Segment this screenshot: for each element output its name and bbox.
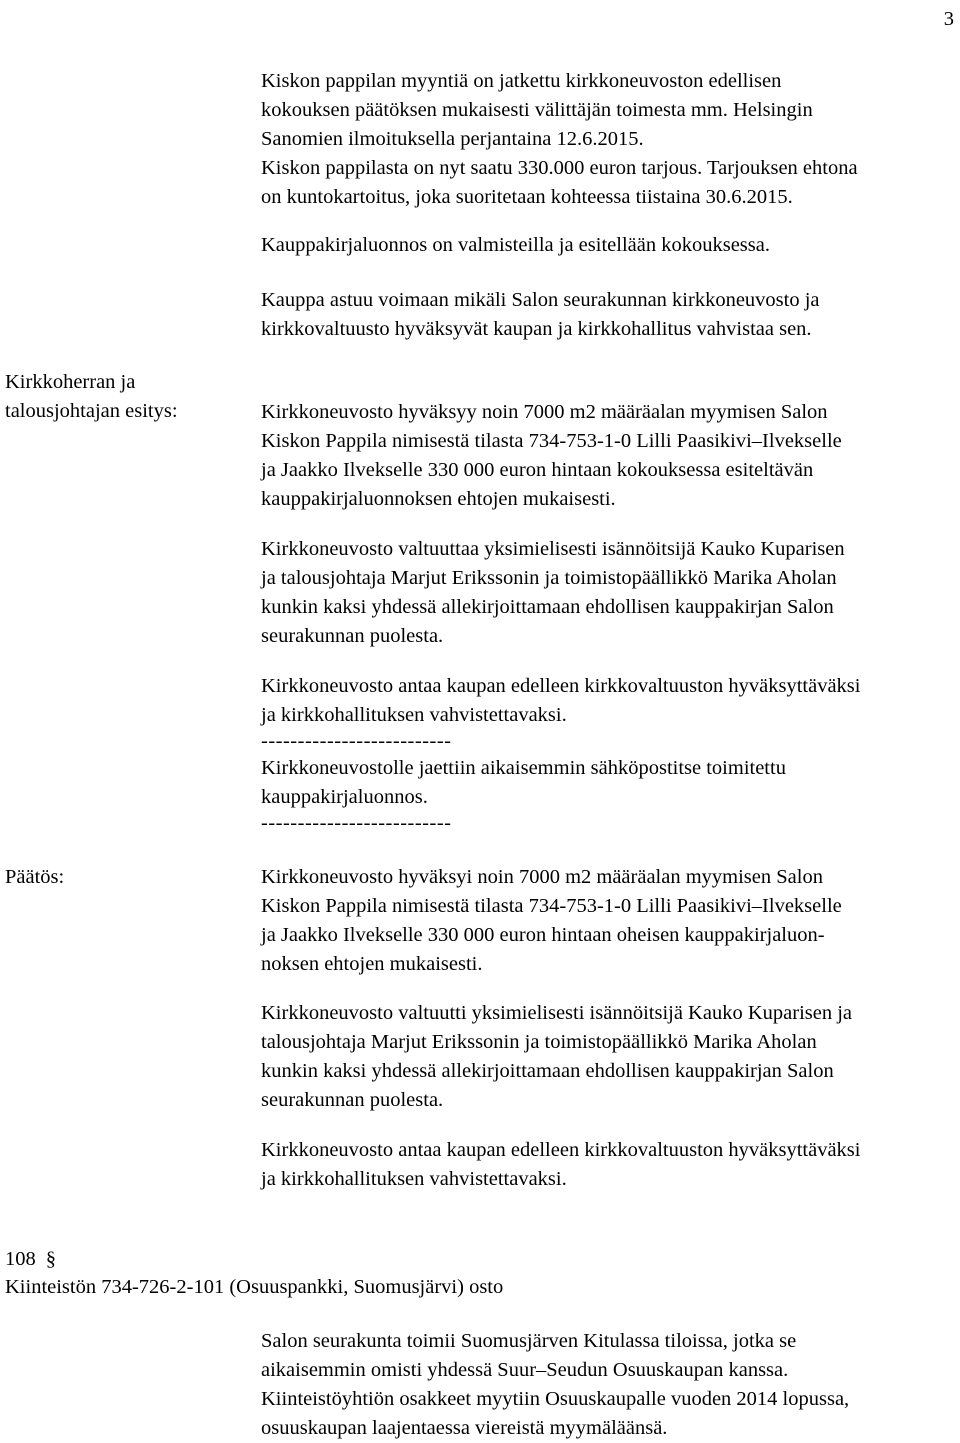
section-number xyxy=(5,1245,56,1274)
paragraph-email-note xyxy=(261,754,951,812)
section-number-value: 108 xyxy=(5,1248,36,1270)
paragraph-proposal-forward xyxy=(261,672,951,730)
text-line: talousjohtaja Marjut Erikssonin ja toimistopäällikkö Marika Aholan xyxy=(261,1031,817,1053)
text-line: ja Jaakko Ilvekselle 330 000 euron hintaan oheisen kauppakirjaluon- xyxy=(261,924,825,946)
text-line: kauppakirjaluonnoksen ehtojen mukaisesti. xyxy=(261,488,616,510)
text-line: Kirkkoneuvosto antaa kaupan edelleen kirkkovaltuuston hyväksyttäväksi xyxy=(261,675,861,697)
text-line: Kiskon Pappila nimisestä tilasta 734-753-1-0 Lilli Paasikivi–Ilvekselle xyxy=(261,895,842,917)
paragraph-sale-progress xyxy=(261,67,951,212)
text-line: seurakunnan puolesta. xyxy=(261,1089,444,1111)
text-line: Kirkkoneuvostolle jaettiin aikaisemmin sähköpostitse toimitettu xyxy=(261,757,786,779)
text-line: Kirkkoneuvosto hyväksyy noin 7000 m2 määräalan myymisen Salon xyxy=(261,401,828,423)
text-line: Kirkkoneuvosto valtuutti yksimielisesti isännöitsijä Kauko Kuparisen ja xyxy=(261,1002,853,1024)
label-proposal xyxy=(5,368,245,426)
text-line: Kiskon pappilasta on nyt saatu 330.000 euron tarjous. Tarjouksen ehtona xyxy=(261,157,858,179)
text-line: ja Jaakko Ilvekselle 330 000 euron hintaan kokouksessa esiteltävän xyxy=(261,459,814,481)
text-line: ja kirkkohallituksen vahvistettavaksi. xyxy=(261,704,567,726)
text-line: Salon seurakunta toimii Suomusjärven Kitulassa tiloissa, jotka se xyxy=(261,1330,797,1352)
text-line: Sanomien ilmoituksella perjantaina 12.6.2015. xyxy=(261,128,644,150)
text-line: Kirkkoneuvosto hyväksyi noin 7000 m2 määräalan myymisen Salon xyxy=(261,866,823,888)
text-line: kirkkovaltuusto hyväksyvät kaupan ja kirkkohallitus vahvistaa sen. xyxy=(261,318,812,340)
text-line: osuuskaupan laajentaessa viereistä myymäläänsä. xyxy=(261,1417,668,1439)
paragraph-proposal-approve xyxy=(261,398,951,514)
text-line: Kirkkoneuvosto valtuuttaa yksimielisesti isännöitsijä Kauko Kuparisen xyxy=(261,538,845,560)
text-line: kunkin kaksi yhdessä allekirjoittamaan ehdollisen kauppakirjan Salon xyxy=(261,1060,834,1082)
label-line: Päätös: xyxy=(5,866,65,888)
paragraph-decision-approve xyxy=(261,863,951,979)
text-line: kauppakirjaluonnos. xyxy=(261,786,428,808)
text-line: Kirkkoneuvosto antaa kaupan edelleen kirkkovaltuuston hyväksyttäväksi xyxy=(261,1139,861,1161)
text-line: Kiskon Pappila nimisestä tilasta 734-753-1-0 Lilli Paasikivi–Ilvekselle xyxy=(261,430,842,452)
label-line: talousjohtajan esitys: xyxy=(5,400,178,422)
text-line: ja talousjohtaja Marjut Erikssonin ja toimistopäällikkö Marika Aholan xyxy=(261,567,837,589)
paragraph-kitula-premises xyxy=(261,1327,951,1443)
text-line: Kauppa astuu voimaan mikäli Salon seurakunnan kirkkoneuvosto ja xyxy=(261,289,820,311)
text-line: Kiinteistöyhtiön osakkeet myytiin Osuuskaupalle vuoden 2014 lopussa, xyxy=(261,1388,850,1410)
text-line: seurakunnan puolesta. xyxy=(261,625,444,647)
separator-dashes: -------------------------- xyxy=(261,730,452,752)
paragraph-proposal-authorize xyxy=(261,535,951,651)
text-line: noksen ehtojen mukaisesti. xyxy=(261,953,483,975)
text-line: kunkin kaksi yhdessä allekirjoittamaan ehdollisen kauppakirjan Salon xyxy=(261,596,834,618)
label-decision xyxy=(5,863,245,892)
paragraph-contract-validity xyxy=(261,286,951,344)
text-line: on kuntokartoitus, joka suoritetaan kohteessa tiistaina 30.6.2015. xyxy=(261,186,793,208)
label-line: Kirkkoherran ja xyxy=(5,371,136,393)
page-number: 3 xyxy=(943,8,954,30)
text-line: Kauppakirjaluonnos on valmisteilla ja esitellään kokouksessa. xyxy=(261,234,770,256)
text-line: Kiskon pappilan myyntiä on jatkettu kirkkoneuvoston edellisen xyxy=(261,70,782,92)
paragraph-decision-authorize xyxy=(261,999,951,1115)
paragraph-decision-forward xyxy=(261,1136,951,1194)
text-line: aikaisemmin omisti yhdessä Suur–Seudun Osuuskaupan kanssa. xyxy=(261,1359,789,1381)
text-line: kokouksen päätöksen mukaisesti välittäjän toimesta mm. Helsingin xyxy=(261,99,813,121)
paragraph-draft-contract xyxy=(261,231,951,260)
section-sign: § xyxy=(45,1248,56,1270)
section-title: Kiinteistön 734-726-2-101 (Osuuspankki, Suomusjärvi) osto xyxy=(5,1276,504,1298)
text-line: ja kirkkohallituksen vahvistettavaksi. xyxy=(261,1168,567,1190)
separator-dashes: -------------------------- xyxy=(261,812,452,834)
